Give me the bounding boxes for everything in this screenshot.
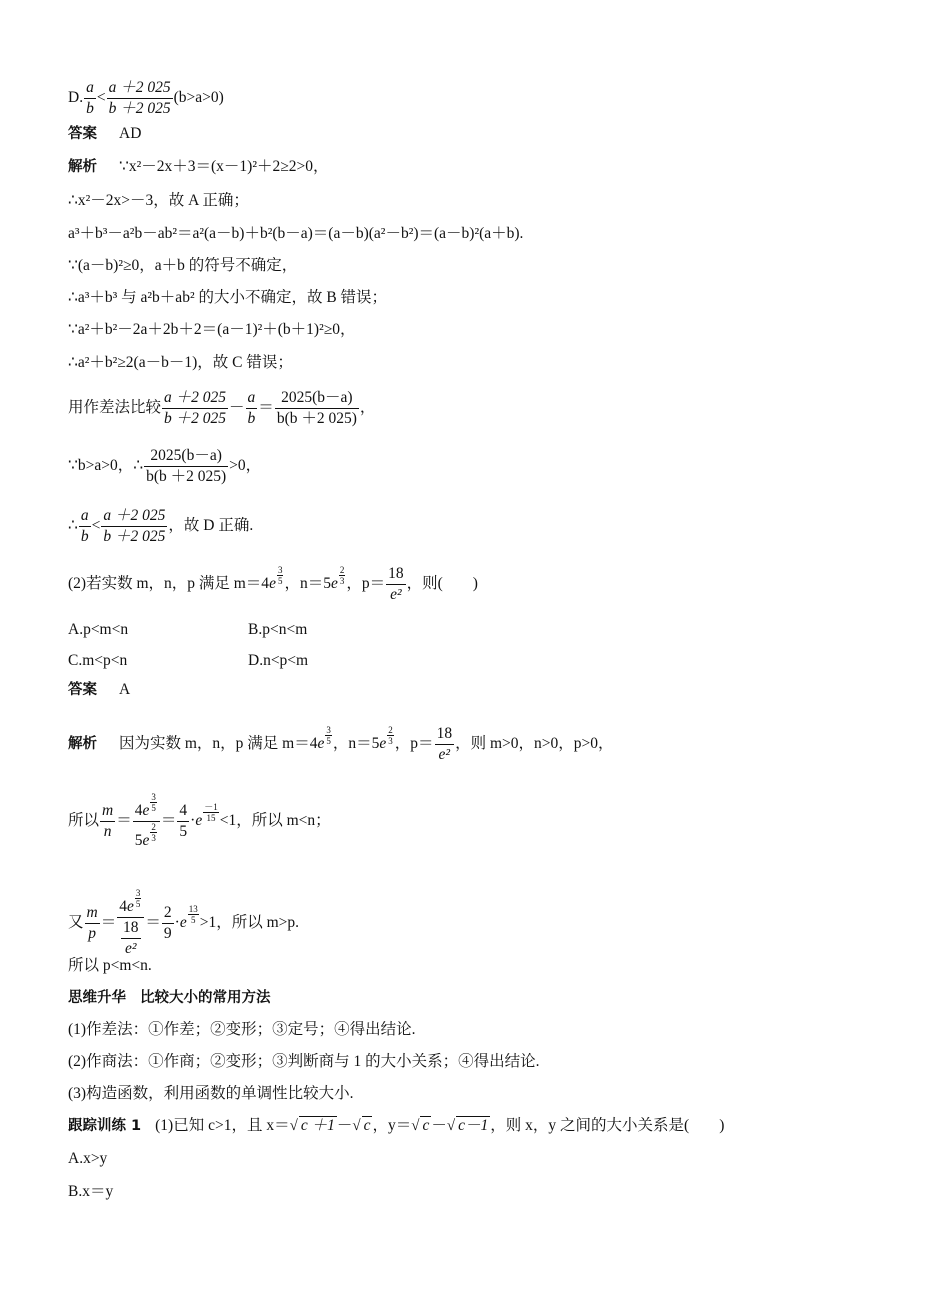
answer-2: 答案 A [68,681,131,698]
thinking-summary-heading: 思维升华 比较大小的常用方法 [68,990,271,1006]
solution-2-ratio-mp: 又 $\frac{m}{p}$ ＝ 4e $\frac{3}{5}$ $\frac{18}{\text{e²}}$ ＝ $\frac{2}{9}$ ·e $\frac{13}{5}$ >1，所以 m>p. [68,888,299,958]
tracking-option-a[interactable]: A.x>y [68,1150,108,1167]
method-3: (3)构造函数，利用函数的单调性比较大小. [68,1085,354,1102]
solution-1-line-7: ∴a²＋b²≥2(a－b－1)，故 C 错误； [68,354,293,371]
option-a[interactable]: A.p<m<n [68,621,129,638]
tracking-option-b[interactable]: B.x＝y [68,1183,114,1200]
solution-1-line-2: ∴x²－2x>－3，故 A 正确； [68,192,249,209]
option-b[interactable]: B.p<n<m [248,621,308,638]
positive-difference-line: ∵b>a>0，∴ $\frac{2025(b-a)}{b(b +2 025)}$ >0， [68,447,262,485]
options-row-1 [68,620,307,640]
fraction-a-over-b: $\frac{a}{b}$ [86,79,94,117]
options-row-2 [68,651,308,671]
tracking-exercise-1: 跟踪训练 1 (1)已知 c>1，且 x＝√ c ＋1 －√ c ，y＝√ c －√ c－1 ，则 x，y 之间的大小关系是( ) [68,1117,725,1134]
fraction-a2025-over-b2025: $\frac{a +2 025}{b +2 025}$ [108,79,171,117]
conclusion-d-line: ∴ $\frac{a}{b}$ < $\frac{a +2 025}{b +2 025}$ ，故 D 正确. [68,507,254,545]
solution-1-line-6: ∵a²＋b²－2a＋2b＋2＝(a－1)²＋(b＋1)²≥0， [68,321,356,338]
method-1: (1)作差法：①作差；②变形；③定号；④得出结论. [68,1021,416,1038]
question-2: (2)若实数 m，n，p 满足 m＝4e $\frac{3}{5}$ ，n＝5e $\frac{2}{3}$ ，p＝ $\frac{18}{\text{e²}}$ ，则( ) [68,565,478,603]
solution-1-line-4: ∵(a－b)²≥0，a＋b 的符号不确定， [68,257,298,274]
solution-1-line-5: ∴a³＋b³ 与 a²b＋ab² 的大小不确定，故 B 错误； [68,289,388,306]
solution-2-ratio-mn: 所以 $\frac{m}{n}$ ＝ 4e $\frac{3}{5}$ 5e $\frac{2}{3}$ ＝ $\frac{4}{5}$ ·e $\frac{-1}{15}$ <1，所以 m<n； [68,792,331,850]
solution-2-line-1: 解析 因为实数 m，n，p 满足 m＝4e $\frac{3}{5}$ ，n＝5e $\frac{2}{3}$ ，p＝ $\frac{18}{\text{e²}}$ ，则 m>0，n>0，p>0， [68,725,614,763]
option-d[interactable]: D.n<p<m [248,652,309,669]
answer-1: 答案 AD [68,125,142,142]
option-d-line: D. $\frac{a}{b}$ < $\frac{a +2 025}{b +2 025}$ (b>a>0) [68,79,224,117]
difference-comparison-line: 用作差法比较 $\frac{a +2 025}{b +2 025}$ － $\frac{a}{b}$ ＝ $\frac{2025(b-a)}{b(b +2 025)}$ ， [68,389,376,427]
solution-1-line-1: 解析 ∵x²－2x＋3＝(x－1)²＋2≥2>0， [68,158,329,175]
solution-1-line-3: a³＋b³－a²b－ab²＝a²(a－b)＋b²(b－a)＝(a－b)(a²－b²)＝(a－b)²(a＋b). [68,225,524,242]
option-c[interactable]: C.m<p<n [68,652,128,669]
method-2: (2)作商法：①作商；②变形；③判断商与 1 的大小关系；④得出结论. [68,1053,540,1070]
solution-2-conclusion: 所以 p<m<n. [68,957,152,974]
